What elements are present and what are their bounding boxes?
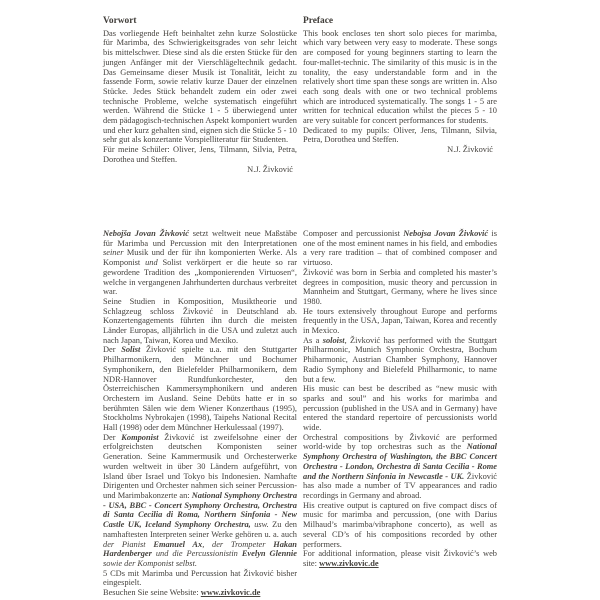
vorwort-body bbox=[103, 29, 297, 165]
text-run: setzt weltweit neue Maßstäbe für Marimba und Percussion mit den Interpretationen bbox=[103, 229, 297, 248]
bio-german-column bbox=[103, 229, 297, 598]
paragraph bbox=[303, 336, 497, 385]
text-run: is one of the most eminent names in his field, and embodies a very rare tradition – that of combined composer and virtuoso. bbox=[303, 229, 497, 268]
text-run: Der bbox=[103, 345, 122, 355]
preface-heading: Preface bbox=[303, 16, 334, 26]
text-run: usw. bbox=[250, 520, 269, 530]
text-run: , Živković has performed with the Stuttgart Philharmonic, Munich Symphonic Orchestra, Bochum Phiharmonic, Austrian Chamber Symphony, Hannover Radio Symphony and Bielefeld Philharmonic, to name but a few. bbox=[303, 335, 497, 384]
text-run: Solist verkörpert er die heute so rar gewordene Tradition des „komponierenden Virtuosen“, welche in vergangenen Jahrhunderten durchaus verbreitet war. bbox=[103, 258, 297, 297]
text-run: Dedicated to my pupils: Oliver, Jens, Tilmann, Silvia, Petra, Dorothea und Steffen. bbox=[303, 125, 497, 145]
text-run: sowie der Komponist selbst. bbox=[103, 558, 197, 568]
paragraph bbox=[103, 588, 297, 598]
signature: N.J. Živković bbox=[247, 164, 293, 174]
text-run: Solist bbox=[121, 345, 141, 355]
paragraph bbox=[103, 229, 297, 297]
artist-name: Nebojsa Jovan Živković bbox=[403, 229, 489, 238]
website-link[interactable]: www.zivkovic.de bbox=[200, 588, 261, 598]
text-run: und die Percussionistin bbox=[151, 549, 242, 559]
text-run: Besuchen Sie seine Website: bbox=[103, 588, 201, 598]
text-run: , der Trompeter bbox=[202, 539, 274, 549]
text-run: His music can best be described as “new music with sparks and soul” and his works for marimba and percussion (published in the USA and in Germany) have entered the standard repertoire of percussionists world wide. bbox=[303, 384, 497, 433]
paragraph bbox=[103, 297, 297, 346]
bio-german-body bbox=[103, 229, 297, 598]
text-run: Živković was born in Serbia and completed his master’s degrees in composition, music theory and percussion in Mannheim and Stuttgart, Germany, where he lives since 1980. bbox=[303, 267, 497, 306]
text-run: Komponist bbox=[121, 432, 159, 442]
text-run: Orchestral compositions by Živković are performed world-wide by top orchestras such as the bbox=[303, 432, 497, 452]
text-run: Seine Studien in Komposition, Musiktheorie und Schlagzeug schloss Živković in Deutschland ab. Konzertengagements führten ihn durch die meisten Länder Europas, alljährlich in die USA und zuletzt auch nach Japan, Taiwan, Korea und Mexiko. bbox=[103, 296, 297, 345]
paragraph bbox=[303, 307, 497, 336]
text-run: Das vorliegende Heft beinhaltet zehn kurze Solostücke für Marimba, des Schwierigkeitsgrades von sehr leicht bis mittelschwer. Diese sind als die ersten Stücke für den jungen Anfänger mit der Vierschlägeltechnik gedacht. Das Gemeinsame dieser Musik ist Tonalität, leicht zu fassende Form, sowie relativ kurze Dauer der einzelnen Stücke. Jedes Stück behandelt zudem ein oder zwei technische Probleme, welche systematisch eingeführt werden. Während die Stücke 1 - 5 überwiegend unter dem pädagogisch-technischen Aspekt komponiert wurden und eher kurz gehalten sind, eignen sich die Stücke 5 - 10 sehr gut als konzertante Vorspielliteratur für Studenten. bbox=[103, 28, 297, 145]
bio-english-column bbox=[303, 229, 497, 569]
artist-name: Nebojša Jovan Živković bbox=[103, 229, 189, 238]
preface-column bbox=[303, 17, 497, 155]
orchestra-names: National Symphony Orchestra of Washington, the BBC Concert Orchestra - London, Orchestra di Santa Cecilia - Rome and the Northern Sinfonia in Newcastle - UK. bbox=[303, 442, 497, 481]
text-run: der Pianist bbox=[103, 539, 154, 549]
text-run: As a bbox=[303, 335, 323, 345]
text-run: Živković has also made a number of TV appearances and radio recordings in Germany and abroad. bbox=[303, 471, 497, 500]
paragraph bbox=[303, 549, 497, 568]
text-run: This book encloses ten short solo pieces for marimba, which vary between very easy to moderate. These songs are composed for young beginners starting to learn the four-mallet-technic. The similarity of this music is in the tonality, the easy understandable form and in the relatively short time span these songs are written in. Also each song deals with one or two technical problems which are introduced systematically. The songs 1 - 5 are written for technical education whilst the pieces 5 - 10 are very suitable for concert performances for students. bbox=[303, 28, 497, 126]
performer-name: Evelyn Glennie bbox=[241, 549, 297, 559]
text-run: Živković spielte u.a. mit den Stuttgarter Philharmonikern, den Münchner und Bochumer Symphonikern, den Bielefelder Philharmonikern, dem NDR-Hannover Rundfunkorchester, den Österreichischen Kammersymphonikern und anderen Orchestern im Ausland. Seine Debüts hatte er in so berühmten Sälen wie dem Wiener Konzerthaus (1995), Stockholms Nybrokajen (1998), Taipehs National Recital Hall (1998) oder dem Münchner Herkulessaal (1997). bbox=[103, 345, 297, 433]
paragraph bbox=[103, 433, 297, 569]
paragraph bbox=[303, 126, 497, 145]
vorwort-column bbox=[103, 17, 297, 174]
text-run: Zu den namhaftesten Interpreten seiner Werke gehören u. a. auch bbox=[103, 520, 297, 539]
text-run: Für meine Schüler: Oliver, Jens, Tilmann, Silvia, Petra, Dorothea und Steffen. bbox=[103, 145, 297, 164]
text-run: His creative output is captured on five compact discs of music for marimba and percussion, (one with Darius Milhaud’s marimba/vibraphone concerto), as well as several CD’s of his compositions recorded by other performers. bbox=[303, 500, 497, 549]
text-run: Der bbox=[103, 432, 122, 442]
paragraph bbox=[303, 501, 497, 550]
bio-english-body bbox=[303, 229, 497, 569]
text-run: Živković ist zweifelsohne einer der erfolgreichsten deutschen Komponisten seiner Generation. Seine Kammermusik und Orchesterwerke wurden weltweit in über 30 Ländern aufgeführt, von Island über Israel und Tokyo bis Indonesien. Namhafte Dirigenten und Orchester nahmen sich seiner Percussion- und Marimbakonzerte an: bbox=[103, 432, 297, 500]
paragraph bbox=[103, 29, 297, 145]
paragraph bbox=[303, 29, 497, 126]
paragraph bbox=[103, 345, 297, 432]
text-run: und bbox=[145, 258, 158, 268]
performer-name: Hakan Hardenberger bbox=[103, 539, 297, 559]
paragraph bbox=[103, 145, 297, 164]
paragraph bbox=[303, 384, 497, 433]
paragraph bbox=[103, 569, 297, 588]
website-link[interactable]: www.zivkovic.de bbox=[319, 558, 379, 568]
signature: N.J. Živković bbox=[447, 145, 493, 155]
text-run: For additional information, please visit Živković’s web site: bbox=[303, 549, 497, 568]
text-run: Composer and percussionist bbox=[303, 229, 404, 238]
orchestra-names: National Symphony Orchestra - USA, BBC - Concert Symphony Orchestra, Orchestra di Santa Cecilia di Roma, Northern Sinfonia - New Castle UK, Iceland Symphony Orchestra, bbox=[103, 490, 298, 530]
text-run: He tours extensively throughout Europe and performs frequently in the USA, Japan, Taiwan, Korea and recently in Mexico. bbox=[303, 306, 497, 336]
performer-name: Emanuel Ax bbox=[153, 539, 203, 549]
text-run: soloist bbox=[322, 335, 345, 345]
text-run: seiner bbox=[103, 248, 124, 258]
text-run: Musik und der für ihn komponierten Werke. Als Komponist bbox=[103, 248, 297, 268]
paragraph bbox=[303, 433, 497, 501]
text-run: 5 CDs mit Marimba und Percussion hat Živković bisher eingespielt. bbox=[103, 568, 297, 588]
vorwort-heading: Vorwort bbox=[103, 16, 137, 26]
preface-body bbox=[303, 29, 497, 145]
paragraph bbox=[303, 268, 497, 307]
paragraph bbox=[303, 229, 497, 268]
